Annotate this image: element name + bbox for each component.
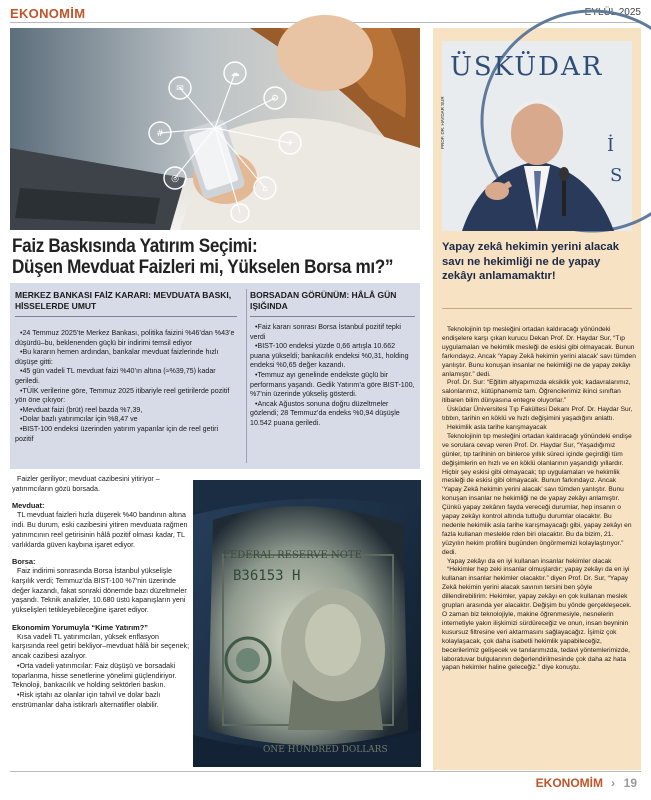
issue-date: EYLÜL 2025 <box>584 7 641 18</box>
fact-item: •BIST-100 endeksi üzerinden yatırım yapanlar için de reel getiri pozitif <box>15 424 219 443</box>
section-name: EKONOMİM <box>10 6 86 21</box>
sidebar-divider <box>442 308 632 309</box>
intro-paragraph: Faizler geriliyor; mevduat cazibesini yitiriyor – yatırımcıların gözü borsada. <box>12 475 160 493</box>
professor-portrait-photo <box>442 41 632 231</box>
body-paragraph: TL mevduat faizleri hızla düşerek %40 bandının altına indi. Bu durum, eski cazibesini yitiren mevduata rağmen yatırımcının reel getirisinin hâlâ pozitif olması kadar, TL varlıklarda güven kaybına işaret ediyor. <box>12 511 188 549</box>
fact-item: •BIST-100 endeksi yüzde 0,66 artışla 10.662 puana yükseldi; bankacılık endeksi %0,31, holding endeksi %0,65 değer kazandı. <box>250 342 409 370</box>
sidebar-article <box>433 28 641 770</box>
stock-market-column <box>250 290 415 429</box>
sign-text: ÜSKÜDAR <box>450 52 604 82</box>
svg-text:◎: ◎ <box>171 174 179 184</box>
stock-market-title: BORSADAN GÖRÜNÜM: HÂLÂ GÜN IŞIĞINDA <box>250 290 397 311</box>
sidebar-paragraph: Teknolojinin tıp mesleğini ortadan kaldıracağı yönündeki endişelere karşı çıkan kurucu Dekan Prof. Dr. Haydar Sur, “Tıp uygulamaları ve hekimlik mesleği de eskisi gibi olmayacak. Bunun farkındayız. Ancak ‘Yapay Zekâ hekimin yerini alacak’ savı tümden yanlıştır. Bunu konuşan insanlar ne hekimliği ne de yapay zekâyı anlamıştır.” dedi. <box>442 326 636 378</box>
sidebar-body <box>442 326 636 673</box>
subheading-stock-market: Borsa: <box>12 557 36 567</box>
fact-item: •TÜİK verilerine göre, Temmuz 2025 itibariyle reel getirilerde pozitif yön öne çıkıyor: <box>15 386 230 405</box>
box-divider <box>250 316 415 317</box>
facts-box <box>10 283 420 469</box>
sidebar-paragraph: Üsküdar Üniversitesi Tıp Fakültesi Dekanı Prof. Dr. Haydar Sur, tıbbın, tarihin en köklü ve hızlı değişimini yaşadığını anlattı. <box>442 406 633 423</box>
fact-item: •45 gün vadeli TL mevduat faizi %40’ın altına (≈%39,75) kadar geriledi. <box>15 367 216 385</box>
chevron-right-icon: › <box>611 776 615 790</box>
footer-divider <box>10 771 641 772</box>
svg-text:S: S <box>610 165 623 186</box>
sidebar-paragraph: Teknolojinin tıp mesleğini ortadan kaldıracağı yönündeki endişe ve sorulara cevap veren Prof. Dr. Haydar Sur, “Yaşadığımız günler, tıp tarihinin on binlerce yıllık süreci içinde geçirdiği tüm değişimlerin en hızlı ve en köklü olanlarının yaşandığı yıllardır. Hiçbir şey eskisi gibi olmayacak; tıp uygulamaları ve hekimlik mesleği de eskisi gibi olmayacak. Bunun farkındayız. Ancak ‘Yapay Zekâ hekimin yerini alacak’ savı tümden yanlıştır. Bunu konuşan insanlar ne hekimliği ne de yapay zekâyı anlamıştır. Çünkü yapay zekânın fayda vereceği durumlar, hep insanın o yapay zekâyı kontrol altında tuttuğu durumlar olacaktır. Bu nedenle hekimlik asla tarihe karışmayacağı gibi, yapay zekâyı en fazla kullanan meslekle rden biri olacaktır. Bu da bizim, 21. yüzyılın hekim profilini bugünden öngörmemizi kolaylaştırıyor.” dedi. <box>442 432 632 556</box>
article-body <box>12 475 190 710</box>
fact-item: •Dolar bazlı yatırımcılar için %8,47 ve <box>20 415 138 424</box>
box-divider <box>15 316 237 317</box>
svg-text:B36153 H: B36153 H <box>233 568 301 584</box>
headline-line-2: Düşen Mevduat Faizleri mi, Yükselen Borsa mı?” <box>12 256 394 278</box>
sidebar-subheading: Yapay zekâyı da en iyi kullanan insanlar hekimler olacak <box>447 557 612 565</box>
fact-item: •Bu kararın hemen ardından, bankalar mevduat faizlerinde hızlı düşüşe gitti: <box>15 348 219 366</box>
sidebar-paragraph: “Hekimler hep zeki insanlar olmuşlardır; yapay zekâyı da en iyi kullanan insanlar hekimler olacaktır.” diyen Prof. Dr. Sur, “Yapay Zekâ hekimin yerini alacak savının tersini ben şöyle dillendirebilirim: Hekimler, yapay zekâyı en çok kullanan meslek grupları arasında yer alacaktır. Değişim bu yönde gerçekleşecek. O zaman biz teknolojiyle, makine öğrenmesiyle, nesnelerin internetiyle yakın ilişkimizi sürdüreceğiz ve onun, insan beyninin kusursuz filtresine veri aktarmasını sağlayacağız. İşimiz çok kolaylaşacak, çok daha isabetli hekimlik yapabileceğiz, becerilerimiz gelişecek ve tanılarımızda, tedavi yöntemlerimizde, laboratuvar bulgularının değerlendirilmesinde çok daha az hata yapan hekimler haline geleceğiz.” diye konuştu. <box>442 566 632 672</box>
body-paragraph: •Risk iştahı az olanlar için tahvil ve dolar bazlı enstrümanlar daha istikrarlı alternatifler olabilir. <box>12 690 161 709</box>
page-number: 19 <box>623 776 637 790</box>
body-paragraph: •Orta vadeli yatırımcılar: Faiz düşüşü ve borsadaki toparlanma, hisse senetlerine yönelimi güçlendiriyor. Teknoloji, bankacılık ve holding sektörleri baskın. <box>12 661 177 690</box>
sidebar-subheading: Hekimlik asla tarihe karışmayacak <box>447 423 547 431</box>
svg-text:⌂: ⌂ <box>262 184 268 194</box>
subheading-deposit: Mevduat: <box>12 501 45 511</box>
central-bank-title: MERKEZ BANKASI FAİZ KARARI: MEVDUATA BASKI, HİSSELERDE UMUT <box>15 290 232 311</box>
headline-line-1: Faiz Baskısında Yatırım Seçimi: <box>12 235 258 257</box>
body-paragraph: Kısa vadeli TL yatırımcıları, yüksek enflasyon karşısında reel getiri bekliyor–mevduat hâlâ bir seçenek; ancak cazibesi azalıyor. <box>12 632 190 661</box>
sidebar-headline: Yapay zekâ hekimin yerini alacak savı ne hekimliği ne de yapay zekâyı anlamamaktır! <box>442 241 620 282</box>
svg-text:FEDERAL RESERVE NOTE: FEDERAL RESERVE NOTE <box>223 550 362 561</box>
fact-item: •24 Temmuz 2025’te Merkez Bankası, politika faizini %46’dan %43’e düşürdü–bu, beklenenden güçlü bir indirimi temsil ediyor <box>15 329 235 347</box>
fact-item: •Mevduat faizi (brüt) reel bazda %7,39, <box>20 405 143 414</box>
fact-item: •Faiz kararı sonrası Borsa İstanbul pozitif tepki verdi <box>250 323 401 341</box>
svg-text:#: # <box>156 129 164 139</box>
body-paragraph: Faiz indirimi sonrasında Borsa İstanbul yükselişle karşılık verdi; Temmuz’da BIST-100 %7’nin üzerinde değer kazandı, fakat sonraki dönemde bazı düzeltmeler yaşandı. Teknik analizler, 10.680 üstü kapanışların yeni yükselişleri tetikleyebileceğine işaret ediyor. <box>12 567 187 615</box>
photo-caption: PROF. DR. HAYDAR SUR <box>440 96 445 149</box>
hero-photo-phone-network <box>10 28 420 230</box>
fact-item: •Temmuz ayı genelinde endekste güçlü bir performans yaşandı. Gedik Yatırım’a göre BIST-100, %7’nin üzerinde yükseliş gösterdi. <box>250 370 415 399</box>
svg-text:İ: İ <box>607 135 615 156</box>
article-headline <box>12 236 424 278</box>
box-column-divider <box>246 289 247 463</box>
svg-text:✈: ✈ <box>286 139 294 149</box>
footer-section-name: EKONOMİM <box>535 776 603 790</box>
svg-text:⚙: ⚙ <box>270 94 280 104</box>
svg-text:✉: ✉ <box>176 84 184 94</box>
dollar-bills-photo <box>193 480 421 767</box>
svg-text:ONE HUNDRED DOLLARS: ONE HUNDRED DOLLARS <box>263 745 388 755</box>
subheading-commentary: Ekonomim Yorumuyla “Kime Yatırım?” <box>12 622 148 632</box>
sidebar-paragraph: Prof. Dr. Sur: “Eğitim altyapımızda eksiklik yok; kadavralarımız, salonlarımız, kütüphanemiz tam. Öğrencilerimiz ikinci sınıftan itibaren bilim dünyasına entegre oluyorlar.” <box>442 379 631 405</box>
fact-item: •Ancak Ağustos sonuna doğru düzeltmeler gözlendi; 28 Temmuz’da endeks %0,94 düşüşle 10.542 puana geriledi. <box>250 399 400 427</box>
central-bank-column <box>15 290 237 444</box>
svg-text:☁: ☁ <box>230 69 240 79</box>
